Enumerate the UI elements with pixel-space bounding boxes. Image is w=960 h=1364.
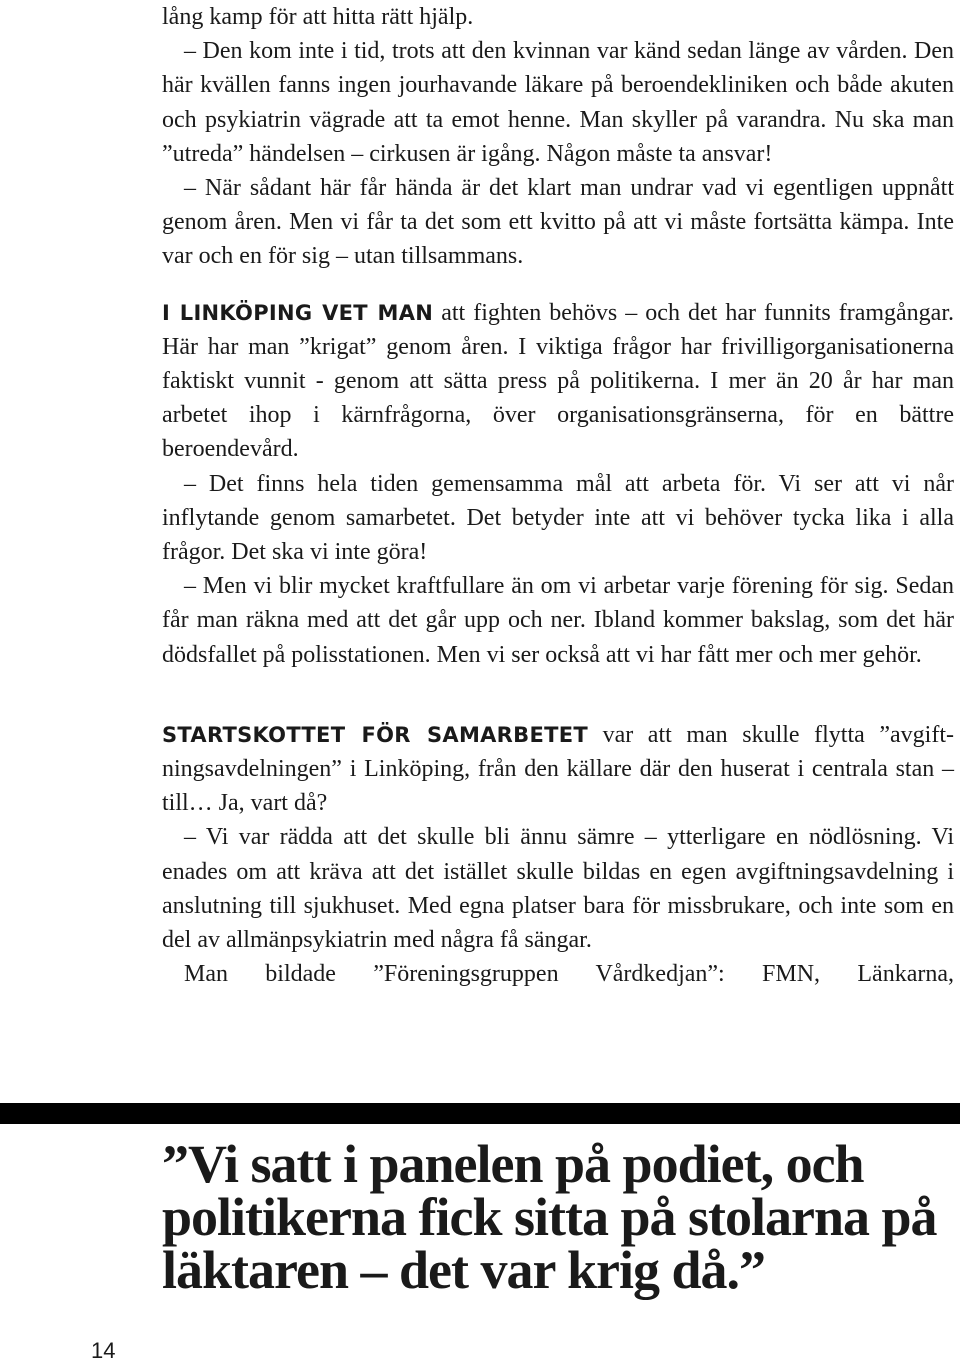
body-column-top xyxy=(162,0,954,991)
section-paragraph xyxy=(162,718,954,821)
section-lead-in: I LINKÖPING VET MAN xyxy=(162,300,434,325)
paragraph: – Vi var rädda att det skulle bli ännu sämre – ytterligare en nödlösning. Vi enades om att kräva att det istället skulle bildas en egen avgiftningsavdelning i anslutning till sjukhuset. Med egna platser bara för missbrukare, och inte som en del av allmänpsykiatrin med några få sängar. xyxy=(162,824,954,954)
divider-bar xyxy=(0,1103,960,1124)
paragraph: Man bildade ”Föreningsgruppen Vårdkedjan”: FMN, Länkarna, xyxy=(184,961,954,988)
pull-quote xyxy=(162,1134,952,1300)
paragraph: – Men vi blir mycket kraftfullare än om vi arbetar varje förening för sig. Sedan får man räkna med att det går upp och ner. Ibland kommer bakslag, som det här dödsfallet på polisstationen. Men vi ser också att vi har fått mer och mer gehör. xyxy=(162,573,954,668)
section-paragraph xyxy=(162,296,954,467)
quote-close-mark: ” xyxy=(739,1240,766,1300)
section-lead-in: STARTSKOTTET FÖR SAMARBETET xyxy=(162,722,589,747)
quote-open-mark: ” xyxy=(162,1134,188,1194)
paragraph: – Den kom inte i tid, trots att den kvinnan var känd sedan länge av vården. Den här kvällen fanns ingen jourhavande läkare på beroendekliniken och både akuten och psykiatrin vägrade att ta emot henne. Man skyller på varandra. Nu ska man ”utreda” händelsen – cirkusen är igång. Någon måste ta ansvar! xyxy=(162,38,954,167)
page-number: 14 xyxy=(91,1338,116,1363)
section-text: att fighten behövs – och det har funnits framgångar. Här har man ”krigat” genom åren. I viktiga frågor har frivilligorganisationerna faktiskt vunnit - genom att sätta press på politikerna. I mer än 20 år har man arbetet ihop i kärnfrågorna, över organisationsgränserna, för en bättre beroendevård. xyxy=(162,299,954,463)
paragraph: – När sådant här får hända är det klart man undrar vad vi egentligen uppnått genom åren. Men vi får ta det som ett kvitto på att vi måste fortsätta kämpa. Inte var och en för sig – utan tillsammans. xyxy=(162,175,954,270)
paragraph: lång kamp för att hitta rätt hjälp. xyxy=(162,4,474,30)
paragraph: – Det finns hela tiden gemensamma mål att arbeta för. Vi ser att vi når inflytande genom samarbetet. Det betyder inte att vi behöver tycka lika i alla frågor. Det ska vi inte göra! xyxy=(162,470,954,566)
pull-quote-text: Vi satt i panelen på podiet, och politikerna fick sitta på stolarna på läktaren – det var krig då. xyxy=(162,1134,937,1300)
section-text: var att man skulle flytta ”avgiftningsavdelningen” i Linköping, från den källare där den huserat i centrala stan – till… Ja, vart då? xyxy=(162,721,954,817)
